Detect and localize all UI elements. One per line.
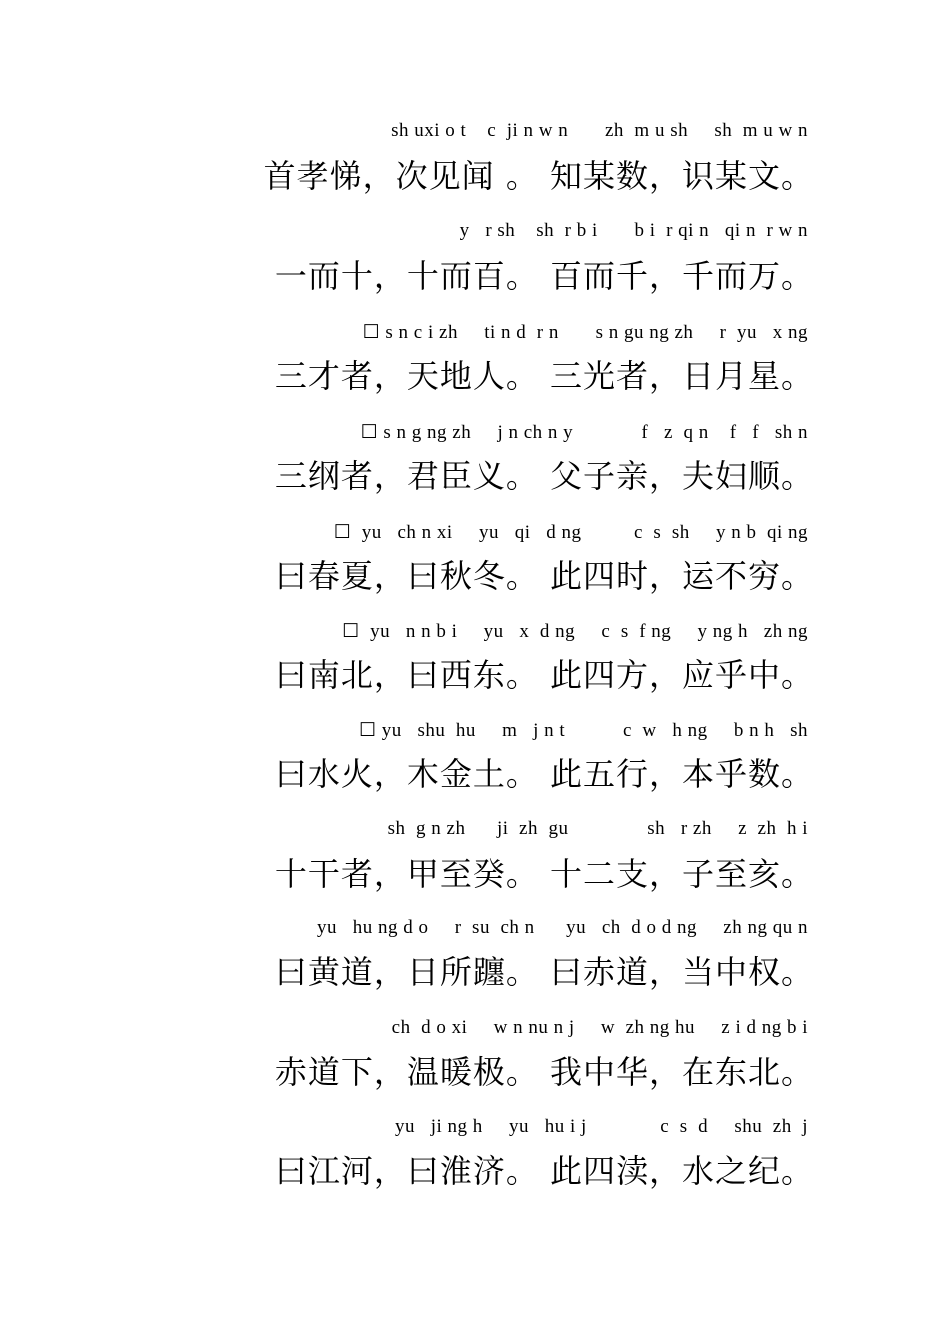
hanzi-line: 十干者，甲至癸。 十二支，子至亥。 <box>274 855 814 893</box>
pinyin-line: sh uxi o t c ji n w n zh m u sh sh m u w n <box>391 120 808 141</box>
hanzi-line: 一而十，十而百。 百而千，千而万。 <box>274 257 814 295</box>
verse-row <box>0 621 950 721</box>
verse-row <box>0 522 950 622</box>
pinyin-line: ☐ yu shu hu m j n t c w h ng b n h sh <box>358 720 808 741</box>
verse-row <box>0 720 950 820</box>
hanzi-line: 三纲者，君臣义。 父子亲，夫妇顺。 <box>274 457 814 495</box>
hanzi-line: 三才者，天地人。 三光者，日月星。 <box>274 357 814 395</box>
pinyin-line: ☐ s n g ng zh j n ch n y f z q n f f sh n <box>360 422 808 443</box>
hanzi-line: 曰江河，曰淮济。 此四渎，水之纪。 <box>274 1152 814 1190</box>
pinyin-line: yu ji ng h yu hu i j c s d shu zh j <box>394 1116 808 1137</box>
verse-row <box>0 220 950 320</box>
pinyin-line: ch d o xi w n nu n j w zh ng hu z i d ng b i <box>391 1017 808 1038</box>
hanzi-line: 曰春夏，曰秋冬。 此四时，运不穷。 <box>274 557 814 595</box>
pinyin-line: yu hu ng d o r su ch n yu ch d o d ng zh ng qu n <box>316 917 808 938</box>
pinyin-line: ☐ yu ch n xi yu qi d ng c s sh y n b qi ng <box>333 522 808 543</box>
verse-row <box>0 818 950 918</box>
hanzi-line: 首孝悌，次见闻 。 知某数，识某文。 <box>263 157 814 195</box>
verse-row <box>0 322 950 422</box>
hanzi-line: 曰南北，曰西东。 此四方，应乎中。 <box>274 656 814 694</box>
hanzi-line: 赤道下，温暖极。 我中华，在东北。 <box>274 1053 814 1091</box>
verse-row <box>0 120 950 220</box>
verse-row <box>0 422 950 522</box>
pinyin-line: ☐ yu n n b i yu x d ng c s f ng y ng h zh ng <box>342 621 808 642</box>
pinyin-line: y r sh sh r b i b i r qi n qi n r w n <box>459 220 808 241</box>
pinyin-line: ☐ s n c i zh ti n d r n s n gu ng zh r yu x ng <box>362 322 808 343</box>
verse-row <box>0 1116 950 1216</box>
pinyin-line: sh g n zh ji zh gu sh r zh z zh h i <box>387 818 808 839</box>
hanzi-line: 曰水火，木金土。 此五行，本乎数。 <box>274 755 814 793</box>
hanzi-line: 曰黄道，日所躔。 曰赤道，当中权。 <box>274 953 814 991</box>
verse-row <box>0 917 950 1017</box>
verse-row <box>0 1017 950 1117</box>
